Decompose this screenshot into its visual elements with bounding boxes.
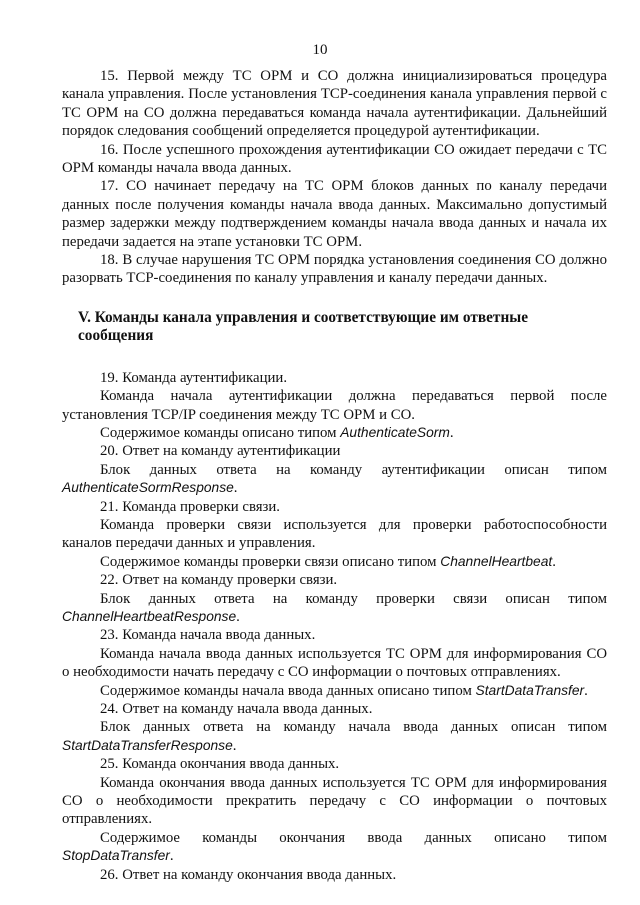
type-name: ChannelHeartbeatResponse: [62, 608, 237, 624]
paragraph-23-type: [62, 682, 607, 700]
type-intro: Блок данных ответа на команду аутентификации описан типом: [100, 461, 607, 478]
paragraph-23: 23. Команда начала ввода данных.: [100, 627, 316, 644]
type-end: .: [584, 682, 588, 699]
type-end: .: [552, 553, 556, 570]
type-name: ChannelHeartbeat: [440, 553, 553, 569]
type-intro: Блок данных ответа на команду начала ввода данных описан типом: [100, 719, 607, 736]
page-number: 10: [312, 42, 328, 58]
paragraph-20-type: [62, 461, 607, 498]
paragraph-19: 19. Команда аутентификации.: [100, 369, 288, 386]
section-heading: V. Команды канала управления и соответствующие им ответные сообщения: [78, 308, 528, 345]
type-intro: Содержимое команды окончания ввода данных описано типом: [100, 829, 607, 846]
paragraph-18: 18. В случае нарушения ТС ОРМ порядка установления соединения СО должно разорвать TCP-соединения по каналу управления и каналу передачи данных.: [62, 252, 607, 287]
type-name: StartDataTransfer: [475, 682, 585, 698]
type-name: AuthenticateSorm: [340, 424, 450, 440]
paragraph-22: 22. Ответ на команду проверки связи.: [100, 572, 338, 589]
type-name: StartDataTransferResponse: [62, 737, 233, 753]
paragraph-24-type: [62, 718, 607, 755]
paragraph-17: 17. СО начинает передачу на ТС ОРМ блоков данных по каналу передачи данных после получения команды начала ввода данных. Максимально допустимый размер задержки между подтверждением команды начала ввода данных и начала их передачи задается на этапе установки ТС ОРМ.: [62, 178, 607, 250]
paragraph-25-body: Команда окончания ввода данных используется ТС ОРМ для информирования СО о необходимости прекратить передачу с СО информации о почтовых отправлениях.: [62, 774, 607, 828]
type-name: StopDataTransfer: [62, 848, 170, 864]
paragraph-16: 16. После успешного прохождения аутентификации СО ожидает передачи с ТС ОРМ команды начала ввода данных.: [62, 141, 607, 177]
type-intro: Содержимое команды начала ввода данных описано типом: [100, 682, 476, 699]
type-end: .: [233, 480, 238, 497]
paragraph-24: 24. Ответ на команду начала ввода данных.: [100, 701, 373, 717]
page-body: [62, 67, 607, 884]
paragraph-19-body: Команда начала аутентификации должна передаваться первой после установления TCP/IP соединения между ТС ОРМ и СО.: [62, 388, 607, 423]
type-end: .: [232, 737, 237, 754]
paragraph-21-body: Команда проверки связи используется для проверки работоспособности каналов передачи данных и управления.: [62, 516, 607, 552]
paragraph-26: 26. Ответ на команду окончания ввода данных.: [100, 866, 397, 883]
type-end: .: [236, 608, 240, 625]
type-name: AuthenticateSormResponse: [62, 480, 234, 496]
paragraph-19-type: [62, 424, 607, 442]
type-intro: Содержимое команды проверки связи описано типом: [100, 553, 441, 570]
type-end: .: [449, 424, 454, 441]
paragraph-21: 21. Команда проверки связи.: [100, 498, 281, 515]
paragraph-15: 15. Первой между ТС ОРМ и СО должна инициализироваться процедура канала управления. После установления TCP-соединения канала управления первой с ТС ОРМ на СО должна передаваться команда начала аутентификации. Дальнейший порядок следования сообщений определяется процедурой аутентификации.: [62, 68, 607, 140]
type-end: .: [169, 848, 174, 865]
paragraph-25: 25. Команда окончания ввода данных.: [100, 756, 340, 773]
paragraph-25-type: [62, 829, 607, 866]
type-intro: Содержимое команды описано типом: [100, 424, 341, 441]
paragraph-22-type: [62, 590, 607, 627]
paragraph-20: 20. Ответ на команду аутентификации: [100, 443, 341, 460]
type-intro: Блок данных ответа на команду проверки связи описан типом: [100, 590, 607, 607]
paragraph-23-body: Команда начала ввода данных используется ТС ОРМ для информирования СО о необходимости начать передачу с СО информации о почтовых отправлениях.: [62, 645, 607, 681]
paragraph-21-type: [62, 553, 607, 571]
